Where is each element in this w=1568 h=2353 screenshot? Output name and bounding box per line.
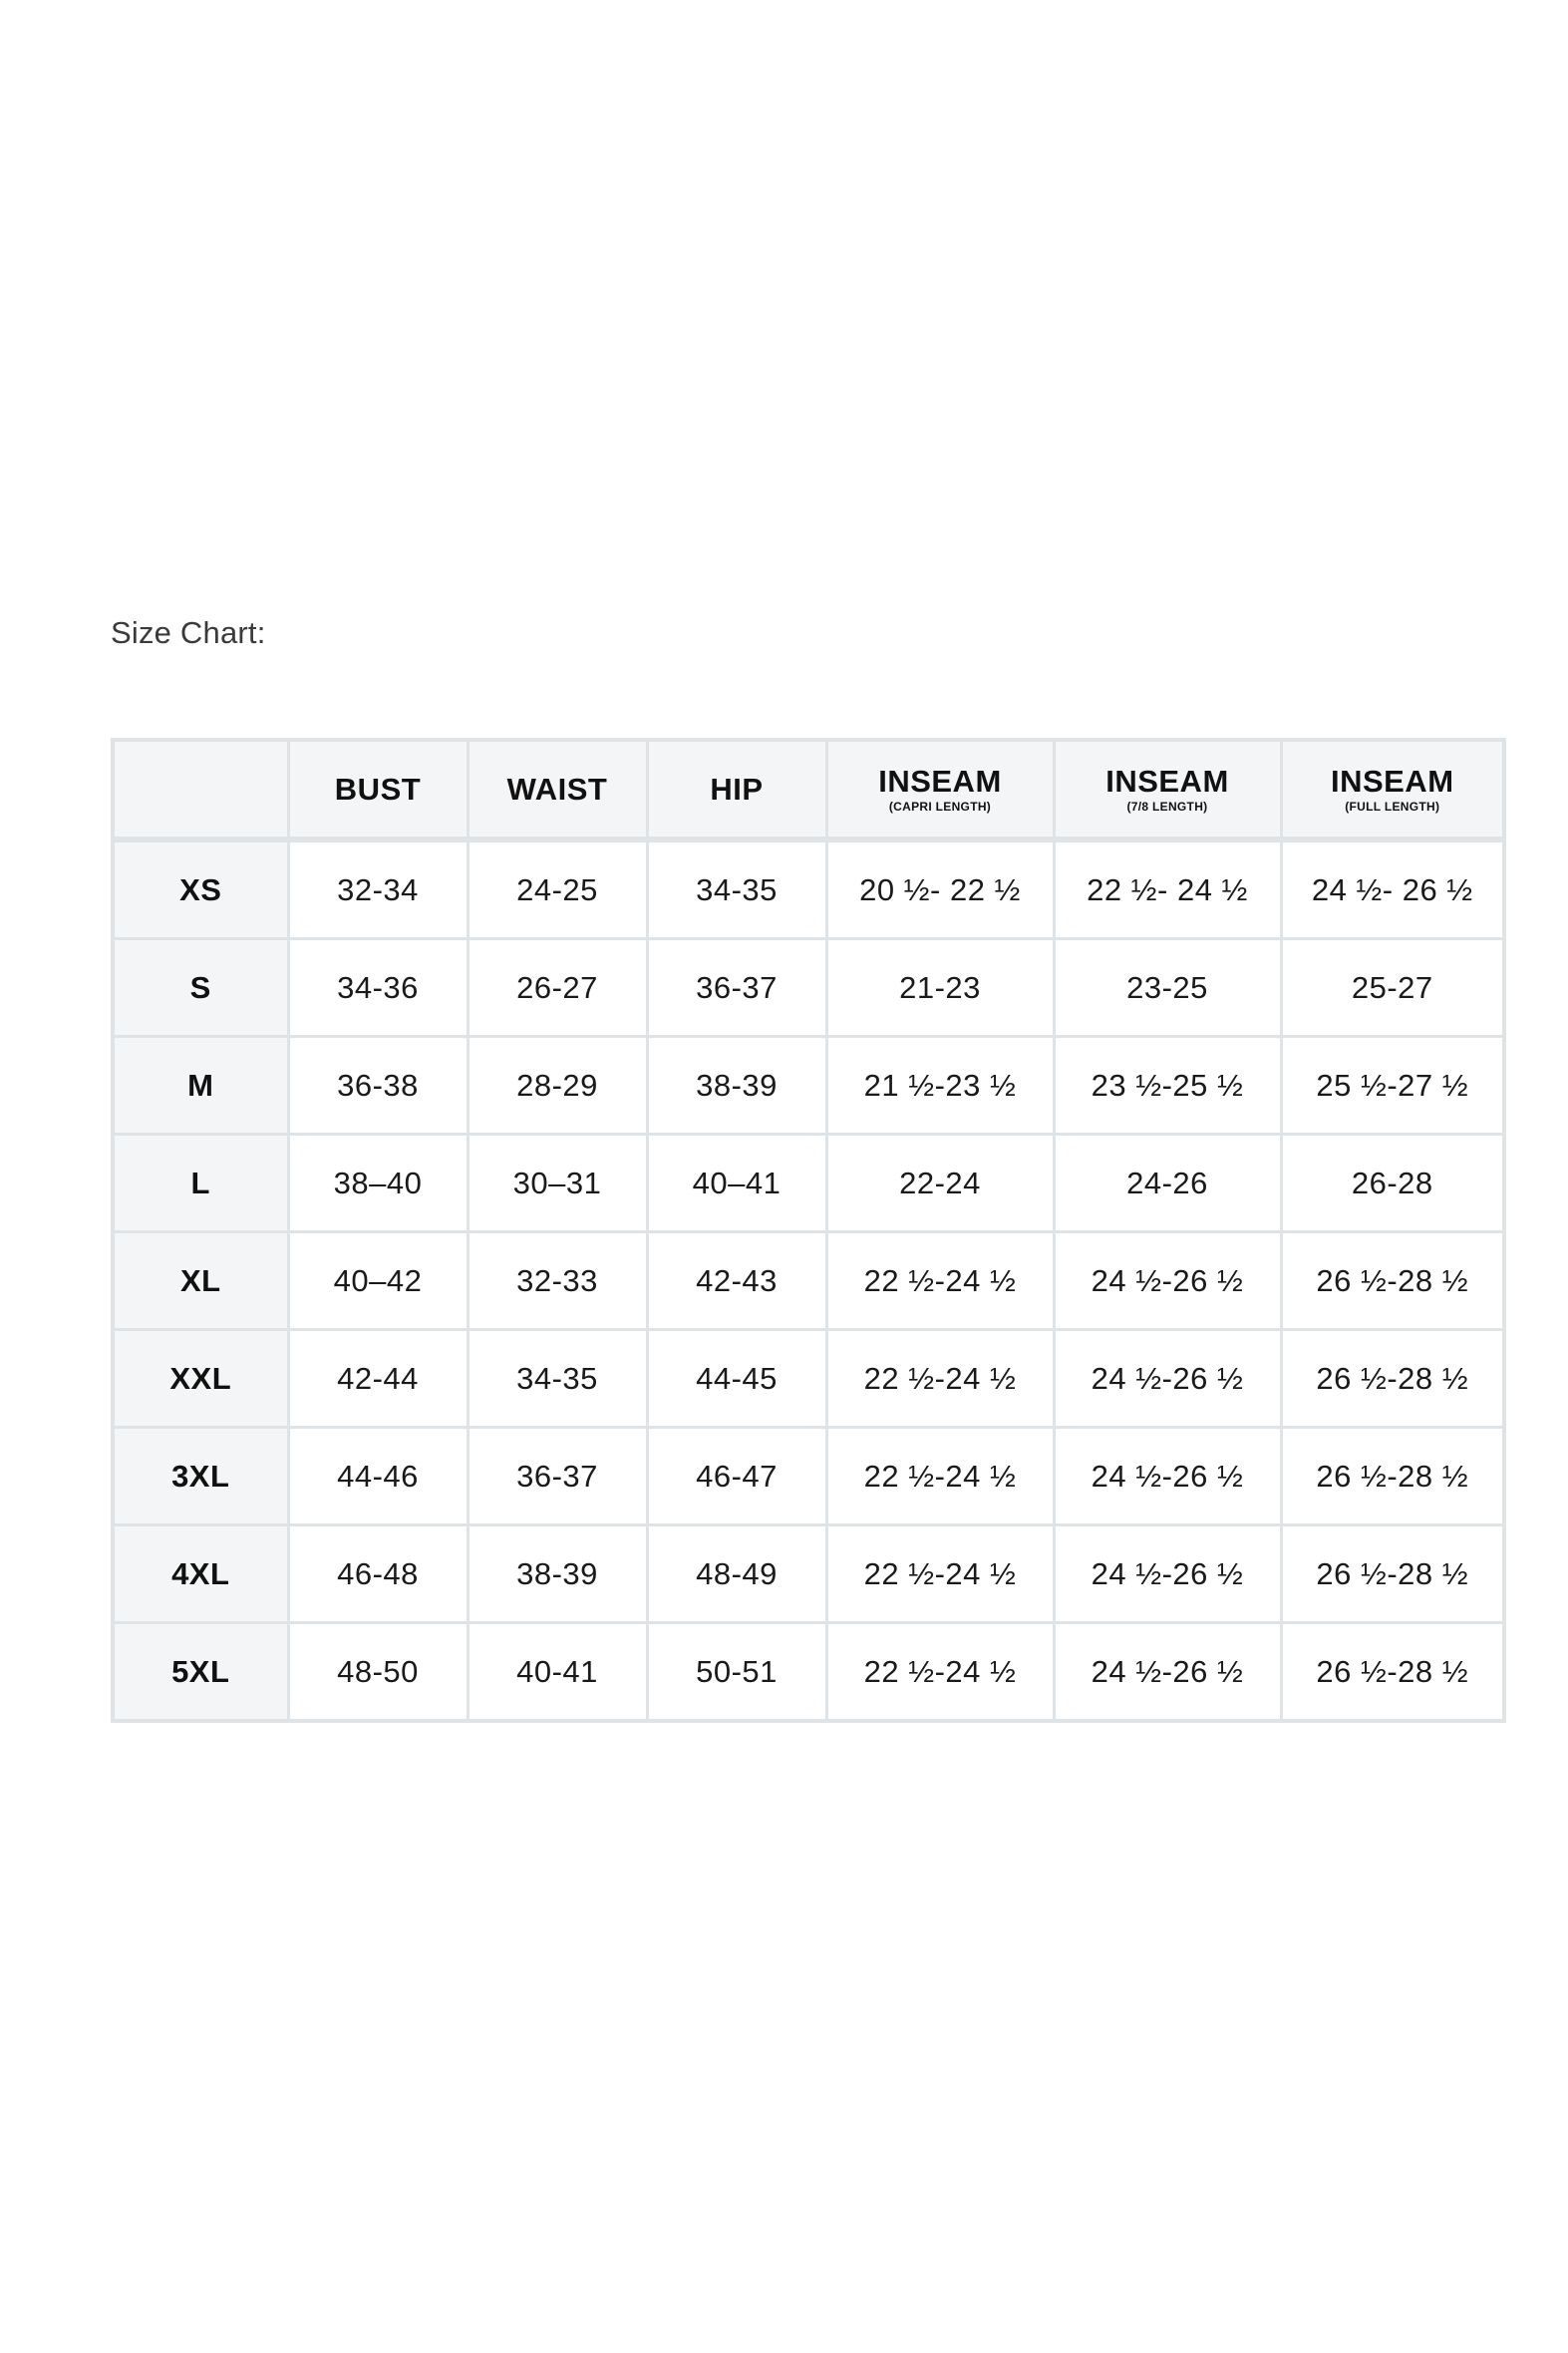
inseam-78-cell: 23-25: [1054, 939, 1281, 1037]
inseam-78-cell: 23 ½-25 ½: [1054, 1037, 1281, 1135]
size-label: XXL: [113, 1330, 288, 1428]
inseam-capri-cell: 22 ½-24 ½: [826, 1428, 1054, 1525]
hip-cell: 46-47: [647, 1428, 826, 1525]
header-corner-cell: [113, 740, 288, 840]
header-inseam-capri-title: INSEAM: [878, 763, 1002, 799]
header-inseam-capri: [826, 740, 1054, 840]
header-hip: HIP: [647, 740, 826, 840]
inseam-capri-cell: 22 ½-24 ½: [826, 1525, 1054, 1623]
inseam-full-cell: 25 ½-27 ½: [1281, 1037, 1504, 1135]
waist-cell: 40-41: [468, 1623, 647, 1722]
size-label: XS: [113, 840, 288, 939]
bust-cell: 34-36: [288, 939, 468, 1037]
inseam-full-cell: 26 ½-28 ½: [1281, 1330, 1504, 1428]
inseam-78-cell: 24 ½-26 ½: [1054, 1330, 1281, 1428]
bust-cell: 44-46: [288, 1428, 468, 1525]
inseam-full-cell: 26 ½-28 ½: [1281, 1623, 1504, 1722]
hip-cell: 50-51: [647, 1623, 826, 1722]
inseam-full-cell: 25-27: [1281, 939, 1504, 1037]
header-inseam-78-sub: (7/8 LENGTH): [1126, 799, 1208, 814]
inseam-capri-cell: 22 ½-24 ½: [826, 1232, 1054, 1330]
hip-cell: 36-37: [647, 939, 826, 1037]
table-row: [113, 1037, 1504, 1135]
waist-cell: 36-37: [468, 1428, 647, 1525]
table-row: [113, 939, 1504, 1037]
size-label: 5XL: [113, 1623, 288, 1722]
header-inseam-full-sub: (FULL LENGTH): [1345, 799, 1440, 814]
size-label: 3XL: [113, 1428, 288, 1525]
table-row: [113, 840, 1504, 939]
header-inseam-78: [1054, 740, 1281, 840]
inseam-full-cell: 26 ½-28 ½: [1281, 1525, 1504, 1623]
waist-cell: 38-39: [468, 1525, 647, 1623]
inseam-capri-cell: 21-23: [826, 939, 1054, 1037]
hip-cell: 44-45: [647, 1330, 826, 1428]
size-label: XL: [113, 1232, 288, 1330]
inseam-78-cell: 24-26: [1054, 1135, 1281, 1232]
bust-cell: 40–42: [288, 1232, 468, 1330]
hip-cell: 34-35: [647, 840, 826, 939]
bust-cell: 32-34: [288, 840, 468, 939]
header-inseam-full-title: INSEAM: [1330, 763, 1454, 799]
header-bust: BUST: [288, 740, 468, 840]
table-row: [113, 1525, 1504, 1623]
inseam-78-cell: 24 ½-26 ½: [1054, 1525, 1281, 1623]
size-label: S: [113, 939, 288, 1037]
waist-cell: 24-25: [468, 840, 647, 939]
header-inseam-full: [1281, 740, 1504, 840]
header-row: [113, 740, 1504, 840]
header-inseam-78-title: INSEAM: [1105, 763, 1229, 799]
inseam-78-cell: 24 ½-26 ½: [1054, 1623, 1281, 1722]
inseam-capri-cell: 22 ½-24 ½: [826, 1623, 1054, 1722]
waist-cell: 30–31: [468, 1135, 647, 1232]
inseam-full-cell: 24 ½- 26 ½: [1281, 840, 1504, 939]
waist-cell: 28-29: [468, 1037, 647, 1135]
inseam-capri-cell: 21 ½-23 ½: [826, 1037, 1054, 1135]
size-label: L: [113, 1135, 288, 1232]
waist-cell: 34-35: [468, 1330, 647, 1428]
hip-cell: 48-49: [647, 1525, 826, 1623]
waist-cell: 32-33: [468, 1232, 647, 1330]
table-row: [113, 1232, 1504, 1330]
size-chart-table: [111, 738, 1506, 1723]
table-row: [113, 1428, 1504, 1525]
inseam-capri-cell: 20 ½- 22 ½: [826, 840, 1054, 939]
hip-cell: 40–41: [647, 1135, 826, 1232]
inseam-full-cell: 26 ½-28 ½: [1281, 1428, 1504, 1525]
table-row: [113, 1135, 1504, 1232]
header-inseam-capri-sub: (CAPRI LENGTH): [888, 799, 992, 814]
size-label: 4XL: [113, 1525, 288, 1623]
hip-cell: 38-39: [647, 1037, 826, 1135]
size-label: M: [113, 1037, 288, 1135]
inseam-capri-cell: 22-24: [826, 1135, 1054, 1232]
hip-cell: 42-43: [647, 1232, 826, 1330]
bust-cell: 42-44: [288, 1330, 468, 1428]
bust-cell: 38–40: [288, 1135, 468, 1232]
table-row: [113, 1623, 1504, 1722]
page-title: Size Chart:: [111, 615, 266, 650]
inseam-full-cell: 26-28: [1281, 1135, 1504, 1232]
inseam-78-cell: 24 ½-26 ½: [1054, 1428, 1281, 1525]
inseam-capri-cell: 22 ½-24 ½: [826, 1330, 1054, 1428]
header-waist: WAIST: [468, 740, 647, 840]
bust-cell: 48-50: [288, 1623, 468, 1722]
waist-cell: 26-27: [468, 939, 647, 1037]
inseam-full-cell: 26 ½-28 ½: [1281, 1232, 1504, 1330]
bust-cell: 36-38: [288, 1037, 468, 1135]
inseam-78-cell: 22 ½- 24 ½: [1054, 840, 1281, 939]
inseam-78-cell: 24 ½-26 ½: [1054, 1232, 1281, 1330]
bust-cell: 46-48: [288, 1525, 468, 1623]
table-row: [113, 1330, 1504, 1428]
